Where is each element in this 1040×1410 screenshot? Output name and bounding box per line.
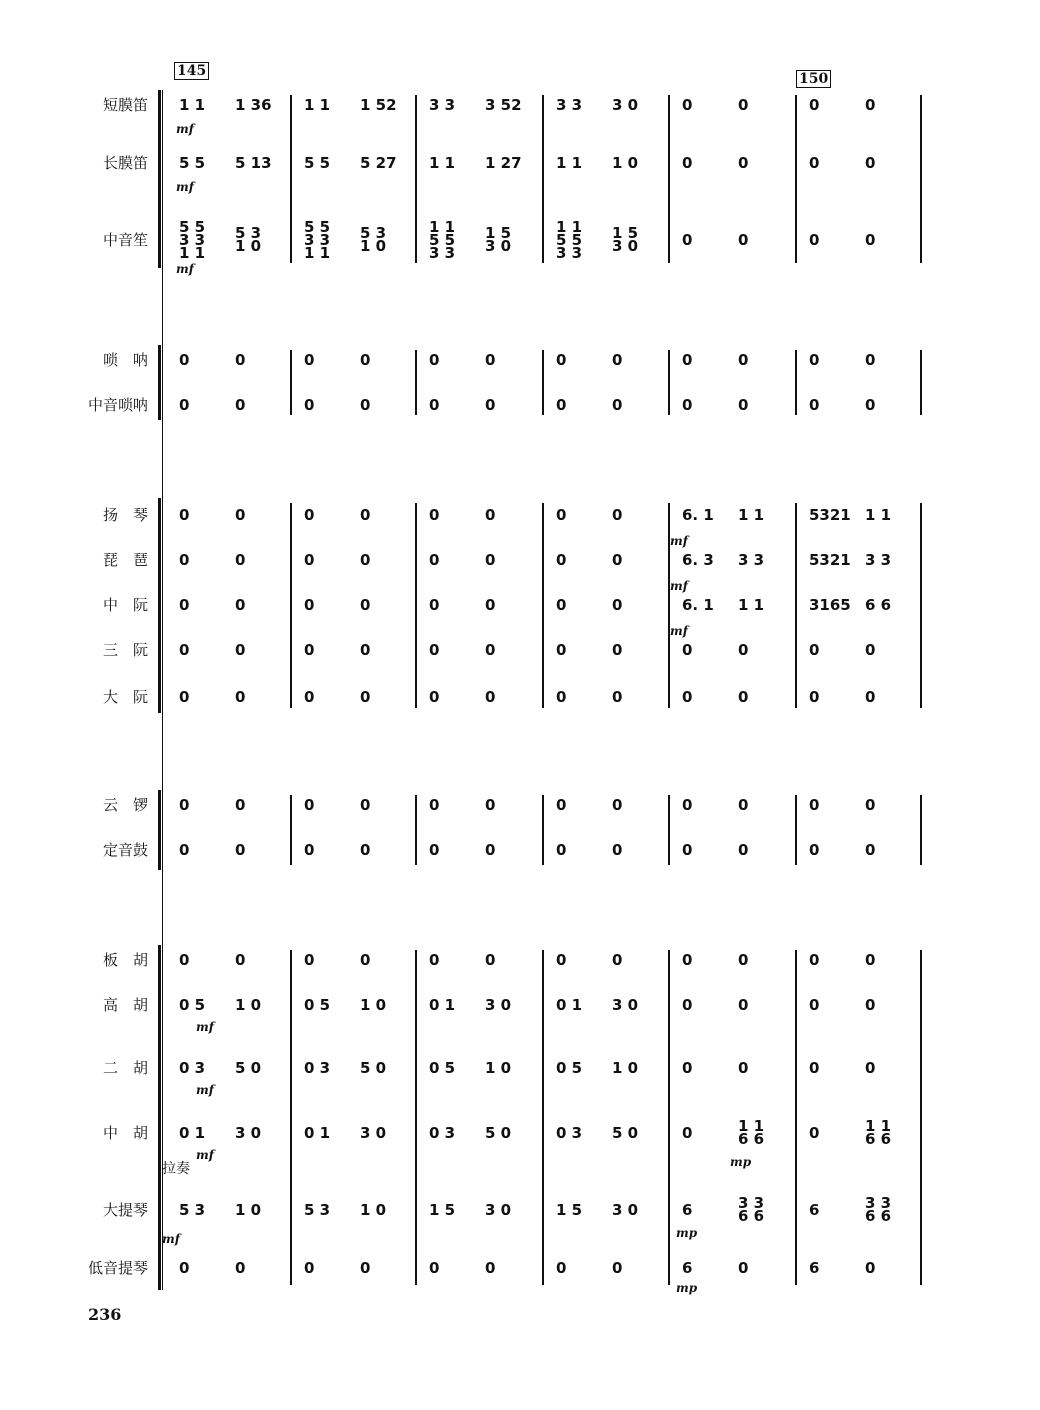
note-cell: 0 [429, 596, 440, 614]
note-cell: 0 [304, 351, 315, 369]
note-cell: 0 [682, 841, 693, 859]
note-cell: 0 [682, 154, 693, 172]
note-cell: 3 3 6 6 [865, 1194, 892, 1225]
instrument-name: 定音鼓 [102, 841, 148, 859]
note-cell: 0 [682, 96, 693, 114]
note-cell: 0 [429, 506, 440, 524]
note-cell: 0 [556, 596, 567, 614]
note-cell: 1 5 [429, 1201, 456, 1219]
barline [920, 95, 922, 263]
note-cell: 1 0 [612, 154, 639, 172]
note-cell: 0 [485, 841, 496, 859]
note-cell: 0 [485, 641, 496, 659]
note-cell: 0 [865, 796, 876, 814]
note-cell: 0 [360, 951, 371, 969]
note-cell: 1 5 [556, 1201, 583, 1219]
note-cell: 0 [360, 796, 371, 814]
barline [542, 350, 544, 415]
note-cell: 0 3 [179, 1059, 206, 1077]
note-cell: 0 [485, 951, 496, 969]
note-cell: 0 [179, 951, 190, 969]
note-cell: 0 [235, 796, 246, 814]
note-cell: 1 1 [738, 596, 765, 614]
note-cell: 0 [304, 396, 315, 414]
note-cell: 3 0 [485, 1201, 512, 1219]
note-cell: 0 [485, 596, 496, 614]
note-cell: 0 5 [304, 996, 331, 1014]
barline [542, 95, 544, 263]
note-cell: 5 5 [304, 154, 331, 172]
note-cell: 0 [809, 351, 820, 369]
note-cell: 6. 1 [682, 596, 714, 614]
note-cell: 0 [235, 951, 246, 969]
note-cell: 0 [360, 596, 371, 614]
barline [290, 350, 292, 415]
note-cell: 0 [865, 996, 876, 1014]
dynamic-marking: mp [676, 1281, 698, 1295]
note-cell: 0 [235, 1259, 246, 1277]
note-cell: 0 [809, 154, 820, 172]
dynamic-marking: mf [176, 122, 194, 136]
note-cell: 0 [556, 688, 567, 706]
note-cell: 0 [485, 506, 496, 524]
note-cell: 0 [179, 1259, 190, 1277]
note-cell: 0 [485, 351, 496, 369]
note-cell: 3 0 [612, 996, 639, 1014]
dynamic-marking: mf [670, 624, 688, 638]
note-cell: 0 [304, 796, 315, 814]
note-cell: 5 3 1 0 [360, 224, 387, 255]
note-cell: 3 0 [485, 996, 512, 1014]
note-cell: 1 1 [865, 506, 892, 524]
note-cell: 5 5 3 3 1 1 [304, 217, 331, 262]
note-cell: 0 [556, 551, 567, 569]
note-cell: 0 [179, 796, 190, 814]
dynamic-marking: mf [176, 180, 194, 194]
note-cell: 0 [360, 551, 371, 569]
note-cell: 0 [360, 641, 371, 659]
dynamic-marking: mf [670, 579, 688, 593]
dynamic-marking: mp [676, 1226, 698, 1240]
group-brace-4 [158, 945, 161, 1290]
note-cell: 1 1 5 5 3 3 [556, 217, 583, 262]
dynamic-marking: mp [730, 1155, 752, 1169]
note-cell: 0 [556, 506, 567, 524]
note-cell: 0 [865, 1059, 876, 1077]
note-cell: 1 0 [612, 1059, 639, 1077]
note-cell: 0 [809, 951, 820, 969]
barline [290, 950, 292, 1285]
note-cell: 0 [235, 841, 246, 859]
barline [795, 95, 797, 263]
note-cell: 1 1 6 6 [865, 1117, 892, 1148]
note-cell: 0 [556, 796, 567, 814]
technique-label: 拉奏 [162, 1161, 190, 1177]
note-cell: 0 [612, 351, 623, 369]
note-cell: 1 27 [485, 154, 522, 172]
note-cell: 0 [429, 951, 440, 969]
note-cell: 0 [612, 506, 623, 524]
instrument-name: 中 胡 [102, 1124, 148, 1142]
note-cell: 3 52 [485, 96, 522, 114]
note-cell: 0 [738, 351, 749, 369]
note-cell: 0 [429, 796, 440, 814]
note-cell: 0 [738, 996, 749, 1014]
note-cell: 0 [682, 641, 693, 659]
system-line [162, 90, 163, 1290]
note-cell: 0 [556, 841, 567, 859]
note-cell: 0 [612, 641, 623, 659]
barline [795, 950, 797, 1285]
note-cell: 1 1 5 5 3 3 [429, 217, 456, 262]
dynamic-marking: mf [176, 262, 194, 276]
note-cell: 0 [556, 1259, 567, 1277]
note-cell: 6 [682, 1259, 693, 1277]
note-cell: 0 [809, 641, 820, 659]
note-cell: 0 [865, 351, 876, 369]
instrument-name: 长膜笛 [102, 154, 148, 172]
instrument-name: 三 阮 [102, 641, 148, 659]
note-cell: 0 [612, 1259, 623, 1277]
note-cell: 0 [865, 1259, 876, 1277]
note-cell: 0 [235, 641, 246, 659]
note-cell: 0 [865, 231, 876, 249]
note-cell: 1 5 3 0 [485, 224, 512, 255]
note-cell: 0 [429, 551, 440, 569]
note-cell: 0 [865, 96, 876, 114]
note-cell: 0 [865, 641, 876, 659]
instrument-name: 二 胡 [102, 1059, 148, 1077]
instrument-name: 琵 琶 [102, 551, 148, 569]
dynamic-marking: mf [196, 1148, 214, 1162]
barline [415, 503, 417, 708]
note-cell: 3 0 [360, 1124, 387, 1142]
note-cell: 0 [738, 688, 749, 706]
barline [668, 795, 670, 865]
note-cell: 0 [485, 1259, 496, 1277]
note-cell: 0 3 [429, 1124, 456, 1142]
note-cell: 5 3 [179, 1201, 206, 1219]
note-cell: 0 [304, 1259, 315, 1277]
note-cell: 3 3 [738, 551, 765, 569]
instrument-name: 低音提琴 [87, 1259, 148, 1277]
dynamic-marking: mf [196, 1083, 214, 1097]
note-cell: 1 1 [179, 96, 206, 114]
note-cell: 1 0 [235, 996, 262, 1014]
note-cell: 0 [179, 841, 190, 859]
note-cell: 0 [235, 596, 246, 614]
note-cell: 0 [738, 951, 749, 969]
note-cell: 0 [304, 506, 315, 524]
note-cell: 0 [682, 396, 693, 414]
note-cell: 0 [682, 796, 693, 814]
note-cell: 0 [682, 231, 693, 249]
note-cell: 0 [360, 688, 371, 706]
note-cell: 1 1 [429, 154, 456, 172]
note-cell: 3 3 6 6 [738, 1194, 765, 1225]
note-cell: 0 [682, 1124, 693, 1142]
note-cell: 0 [429, 1259, 440, 1277]
note-cell: 0 [235, 396, 246, 414]
note-cell: 5 0 [360, 1059, 387, 1077]
note-cell: 1 1 6 6 [738, 1117, 765, 1148]
note-cell: 0 [865, 154, 876, 172]
note-cell: 0 [738, 396, 749, 414]
note-cell: 5 5 3 3 1 1 [179, 217, 206, 262]
note-cell: 0 [360, 1259, 371, 1277]
note-cell: 0 1 [304, 1124, 331, 1142]
note-cell: 0 5 [179, 996, 206, 1014]
note-cell: 0 [429, 841, 440, 859]
group-brace-2 [158, 498, 161, 713]
note-cell: 5 0 [235, 1059, 262, 1077]
note-cell: 0 [485, 688, 496, 706]
instrument-name: 大 阮 [102, 688, 148, 706]
barline [795, 503, 797, 708]
dynamic-marking: mf [162, 1232, 180, 1246]
note-cell: 0 [485, 396, 496, 414]
note-cell: 0 [682, 951, 693, 969]
note-cell: 5 0 [485, 1124, 512, 1142]
note-cell: 0 5 [556, 1059, 583, 1077]
note-cell: 0 [682, 688, 693, 706]
note-cell: 1 1 [556, 154, 583, 172]
note-cell: 0 [485, 796, 496, 814]
note-cell: 5 5 [179, 154, 206, 172]
note-cell: 0 [304, 596, 315, 614]
barline [290, 95, 292, 263]
note-cell: 0 [738, 796, 749, 814]
rehearsal-mark: 145 [174, 62, 209, 80]
note-cell: 0 [235, 351, 246, 369]
note-cell: 0 [809, 996, 820, 1014]
note-cell: 0 [738, 231, 749, 249]
note-cell: 3 3 [865, 551, 892, 569]
note-cell: 0 [304, 551, 315, 569]
page-number: 236 [88, 1305, 122, 1324]
barline [290, 795, 292, 865]
group-brace-1 [158, 345, 161, 420]
note-cell: 0 [429, 688, 440, 706]
note-cell: 1 0 [235, 1201, 262, 1219]
note-cell: 0 [809, 1059, 820, 1077]
note-cell: 5321 [809, 506, 851, 524]
note-cell: 1 0 [485, 1059, 512, 1077]
note-cell: 6 [809, 1201, 820, 1219]
note-cell: 0 [179, 396, 190, 414]
note-cell: 3 3 [556, 96, 583, 114]
note-cell: 0 [738, 641, 749, 659]
note-cell: 0 [179, 506, 190, 524]
note-cell: 5 13 [235, 154, 272, 172]
note-cell: 0 [360, 506, 371, 524]
barline [415, 95, 417, 263]
note-cell: 0 [809, 841, 820, 859]
note-cell: 1 5 3 0 [612, 224, 639, 255]
note-cell: 0 [429, 641, 440, 659]
note-cell: 0 [809, 796, 820, 814]
note-cell: 0 [865, 688, 876, 706]
note-cell: 0 [682, 996, 693, 1014]
note-cell: 1 52 [360, 96, 397, 114]
note-cell: 0 [612, 796, 623, 814]
note-cell: 0 [809, 396, 820, 414]
barline [920, 350, 922, 415]
note-cell: 1 0 [360, 1201, 387, 1219]
note-cell: 0 [612, 951, 623, 969]
instrument-name: 短膜笛 [102, 96, 148, 114]
note-cell: 0 [360, 351, 371, 369]
note-cell: 0 [179, 596, 190, 614]
note-cell: 0 [809, 231, 820, 249]
barline [542, 950, 544, 1285]
note-cell: 0 [556, 641, 567, 659]
note-cell: 0 3 [304, 1059, 331, 1077]
note-cell: 0 [612, 396, 623, 414]
note-cell: 3165 [809, 596, 851, 614]
note-cell: 0 [304, 688, 315, 706]
note-cell: 0 [429, 351, 440, 369]
instrument-name: 中 阮 [102, 596, 148, 614]
barline [415, 350, 417, 415]
instrument-name: 唢 呐 [102, 351, 148, 369]
note-cell: 0 1 [179, 1124, 206, 1142]
instrument-name: 扬 琴 [102, 506, 148, 524]
note-cell: 1 36 [235, 96, 272, 114]
note-cell: 0 [179, 551, 190, 569]
note-cell: 0 [235, 688, 246, 706]
note-cell: 0 [304, 841, 315, 859]
note-cell: 3 0 [235, 1124, 262, 1142]
note-cell: 0 [865, 841, 876, 859]
note-cell: 0 [738, 96, 749, 114]
note-cell: 0 [179, 351, 190, 369]
group-brace-3 [158, 790, 161, 870]
note-cell: 0 [738, 154, 749, 172]
note-cell: 0 3 [556, 1124, 583, 1142]
note-cell: 3 0 [612, 1201, 639, 1219]
note-cell: 3 0 [612, 96, 639, 114]
note-cell: 0 [235, 551, 246, 569]
barline [668, 950, 670, 1285]
note-cell: 0 [809, 96, 820, 114]
note-cell: 6 [809, 1259, 820, 1277]
note-cell: 0 [738, 1059, 749, 1077]
note-cell: 0 [865, 396, 876, 414]
barline [795, 795, 797, 865]
note-cell: 0 [179, 641, 190, 659]
instrument-name: 中音唢呐 [87, 396, 148, 414]
note-cell: 0 [738, 1259, 749, 1277]
note-cell: 0 [179, 688, 190, 706]
group-brace-0 [158, 90, 161, 268]
note-cell: 0 [360, 396, 371, 414]
note-cell: 0 [556, 951, 567, 969]
note-cell: 1 0 [360, 996, 387, 1014]
barline [795, 350, 797, 415]
note-cell: 0 [612, 841, 623, 859]
barline [542, 795, 544, 865]
instrument-name: 大提琴 [102, 1201, 148, 1219]
note-cell: 0 1 [429, 996, 456, 1014]
note-cell: 0 [556, 351, 567, 369]
note-cell: 0 [865, 951, 876, 969]
note-cell: 0 [360, 841, 371, 859]
barline [920, 503, 922, 708]
barline [290, 503, 292, 708]
note-cell: 6 6 [865, 596, 892, 614]
note-cell: 3 3 [429, 96, 456, 114]
note-cell: 0 [429, 396, 440, 414]
note-cell: 0 1 [556, 996, 583, 1014]
barline [920, 795, 922, 865]
note-cell: 5 3 1 0 [235, 224, 262, 255]
note-cell: 0 [304, 951, 315, 969]
note-cell: 1 1 [304, 96, 331, 114]
note-cell: 0 [235, 506, 246, 524]
note-cell: 5 3 [304, 1201, 331, 1219]
note-cell: 5 0 [612, 1124, 639, 1142]
instrument-name: 板 胡 [102, 951, 148, 969]
note-cell: 5 27 [360, 154, 397, 172]
barline [668, 95, 670, 263]
note-cell: 6. 3 [682, 551, 714, 569]
barline [920, 950, 922, 1285]
note-cell: 0 [304, 641, 315, 659]
note-cell: 0 [485, 551, 496, 569]
note-cell: 0 [612, 688, 623, 706]
note-cell: 0 [738, 841, 749, 859]
note-cell: 6 [682, 1201, 693, 1219]
note-cell: 1 1 [738, 506, 765, 524]
note-cell: 0 [556, 396, 567, 414]
barline [668, 350, 670, 415]
barline [415, 795, 417, 865]
note-cell: 0 [809, 688, 820, 706]
instrument-name: 中音笙 [102, 231, 148, 249]
note-cell: 6. 1 [682, 506, 714, 524]
note-cell: 0 [682, 351, 693, 369]
note-cell: 0 5 [429, 1059, 456, 1077]
instrument-name: 云 锣 [102, 796, 148, 814]
note-cell: 0 [612, 596, 623, 614]
barline [542, 503, 544, 708]
dynamic-marking: mf [196, 1020, 214, 1034]
rehearsal-mark: 150 [796, 70, 831, 88]
instrument-name: 高 胡 [102, 996, 148, 1014]
note-cell: 0 [809, 1124, 820, 1142]
barline [415, 950, 417, 1285]
dynamic-marking: mf [670, 534, 688, 548]
note-cell: 0 [682, 1059, 693, 1077]
note-cell: 0 [612, 551, 623, 569]
note-cell: 5321 [809, 551, 851, 569]
